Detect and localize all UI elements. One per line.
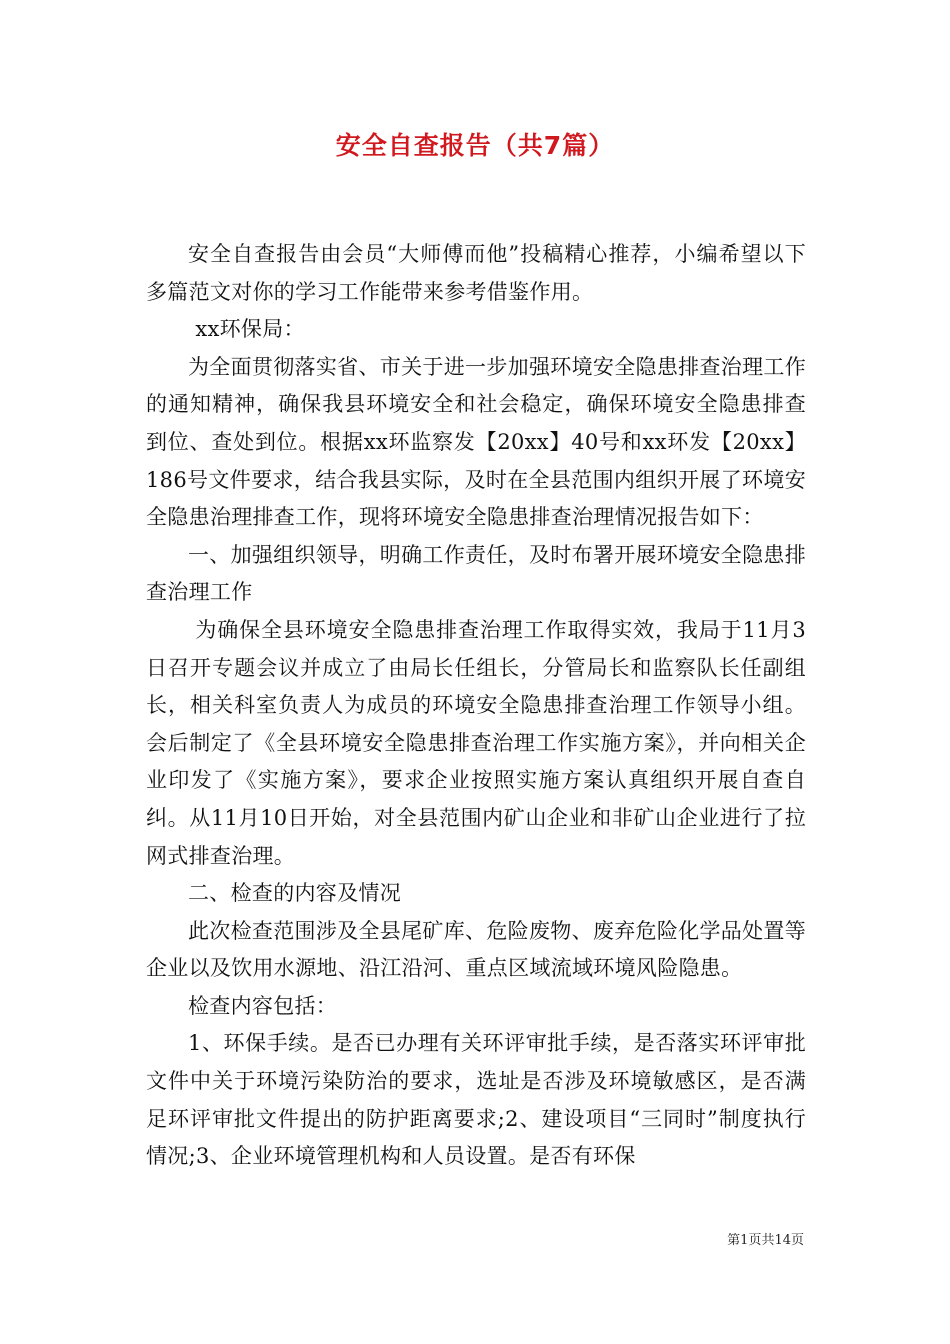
paragraph-scope: 此次检查范围涉及全县尾矿库、危险废物、废弃危险化学品处置等企业以及饮用水源地、沿江沿河、重点区域流域环境风险隐患。: [146, 918, 806, 981]
paragraph-organization: 为确保全县环境安全隐患排查治理工作取得实效，我局于11月3日召开专题会议并成立了由局长任组长，分管局长和监察队长任副组长，相关科室负责人为成员的环境安全隐患排查治理工作领导小组。会后制定了《全县环境安全隐患排查治理工作实施方案》，并向相关企业印发了《实施方案》，要求企业按照实施方案认真组织开展自查自纠。从11月10日开始，对全县范围内矿山企业和非矿山企业进行了拉网式排查治理。: [146, 617, 806, 868]
section-heading-2: 二、检查的内容及情况: [188, 881, 401, 906]
document-body: [146, 236, 806, 1176]
paragraph-intro: 安全自查报告由会员“大师傅而他”投稿精心推荐，小编希望以下多篇范文对你的学习工作能带来参考借鉴作用。: [146, 242, 806, 304]
paragraph-background: 为全面贯彻落实省、市关于进一步加强环境安全隐患排查治理工作的通知精神，确保我县环境安全和社会稳定，确保环境安全隐患排查到位、查处到位。根据xx环监察发【20xx】40号和xx环发【20xx】186号文件要求，结合我县实际，及时在全县范围内组织开展了环境安全隐患治理排查工作，现将环境安全隐患排查治理情况报告如下：: [146, 354, 806, 530]
section-heading-1: 一、加强组织领导，明确工作责任，及时布署开展环境安全隐患排查治理工作: [146, 542, 806, 605]
page-number: 第1页共14页: [727, 1233, 804, 1248]
page-title: 安全自查报告（共7篇）: [335, 131, 615, 160]
paragraph-check-items-label: 检查内容包括：: [188, 993, 338, 1018]
paragraph-salutation: xx环保局：: [195, 317, 305, 342]
paragraph-check-items: 1、环保手续。是否已办理有关环评审批手续，是否落实环评审批文件中关于环境污染防治的要求，选址是否涉及环境敏感区，是否满足环评审批文件提出的防护距离要求;2、建设项目“三同时”制度执行情况;3、企业环境管理机构和人员设置。是否有环保: [146, 1031, 806, 1169]
